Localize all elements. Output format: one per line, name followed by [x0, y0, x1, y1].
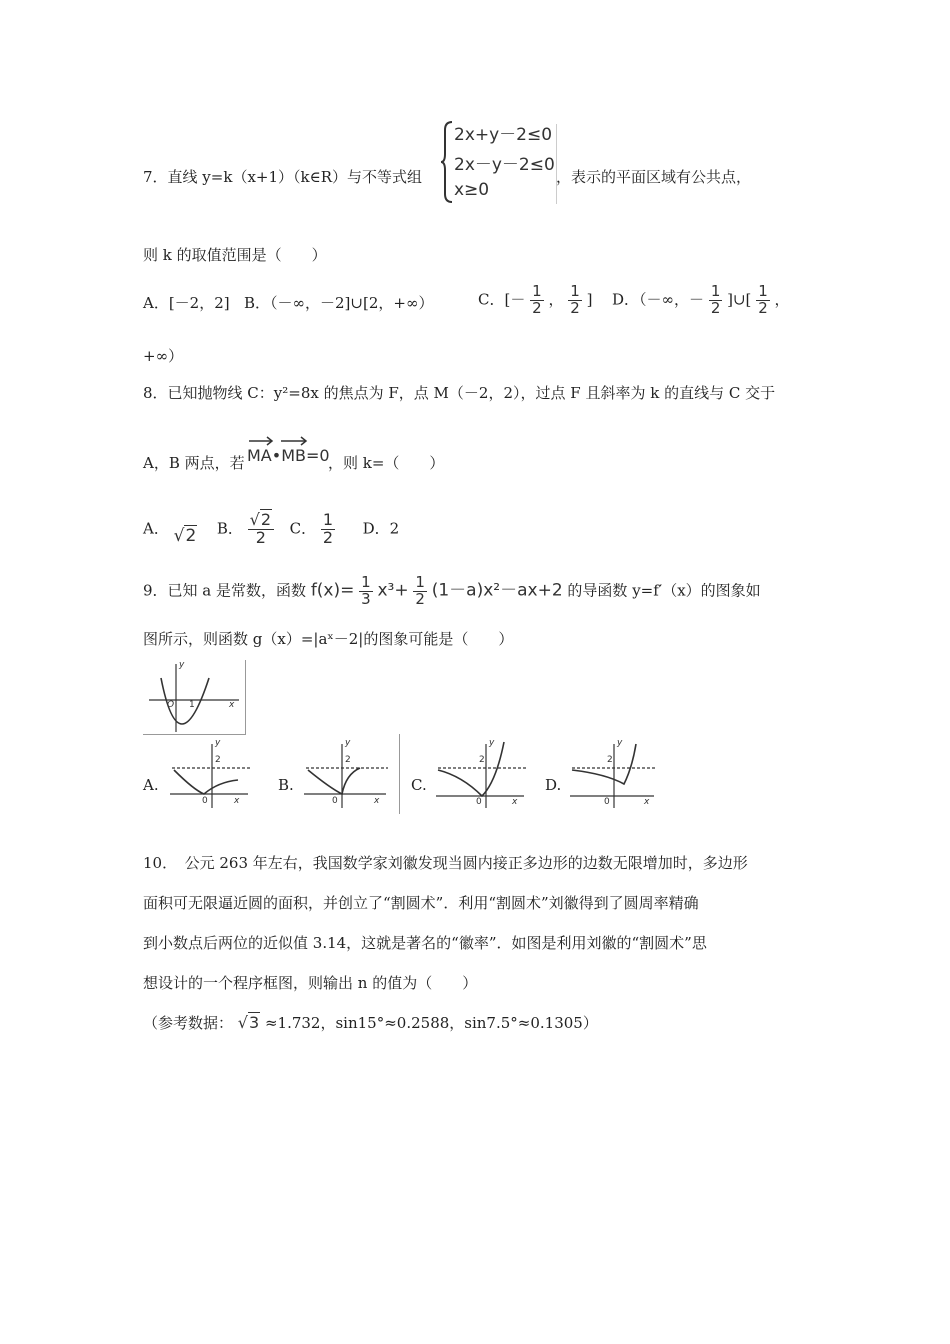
- q10-line1: 10． 公元 263 年左右，我国数学家刘徽发现当圆内接正多边形的边数无限增加时，多边形: [143, 854, 748, 872]
- q7-option-d-frac-1: $\frac{1}{2}$: [710, 282, 721, 317]
- q8-option-a-sqrt: √2: [173, 526, 197, 547]
- q7-option-c-prefix: C．[－: [478, 290, 526, 309]
- left-brace-icon: [440, 118, 454, 206]
- q9-d-axis-y: y: [617, 738, 623, 748]
- q9-derivative-axis-y: y: [179, 660, 185, 670]
- q9-c-two: 2: [479, 755, 485, 765]
- q7-option-d-comma: ，: [774, 290, 790, 309]
- q9-divider: [399, 734, 400, 814]
- q9-b-axis-y: y: [345, 738, 351, 748]
- q9-func-rest: (1－a)x²－ax+2: [431, 580, 563, 601]
- q9-option-c-label: C.: [411, 776, 427, 794]
- q9-b-two: 2: [345, 755, 351, 765]
- q7-inequality-system: [440, 118, 558, 206]
- q10-line3: 到小数点后两位的近似值 3.14，这就是著名的“徽率”．如图是利用刘徽的“割圆术”思: [143, 934, 707, 952]
- q9-derivative-one: 1: [189, 700, 195, 710]
- q8-line2-prefix: A，B 两点，若: [143, 454, 245, 472]
- q9-option-a-label: A.: [143, 776, 159, 794]
- q7-ineq-2: 2x－y－2≤0: [454, 155, 555, 175]
- q7-ineq-3: x≥0: [454, 180, 490, 200]
- q7-option-c: [478, 284, 592, 317]
- q9-line1-prefix: 9．已知 a 是常数，函数: [143, 581, 307, 600]
- q9-b-zero: 0: [332, 796, 338, 806]
- q8-option-d: D．2: [362, 519, 400, 538]
- q9-option-d-label: D.: [545, 776, 562, 794]
- q10-sqrt3: √3: [237, 1013, 260, 1032]
- q8-option-b: B．: [216, 519, 243, 538]
- q9-option-d-graph: [566, 738, 658, 810]
- q10-ref-prefix: （参考数据：: [143, 1014, 234, 1032]
- q9-a-two: 2: [215, 755, 221, 765]
- q7-option-c-close: ]: [586, 290, 593, 309]
- derivative-parabola-icon: [143, 660, 245, 734]
- q9-derivative-origin: O: [167, 700, 175, 710]
- q9-a-axis-x: x: [234, 796, 240, 806]
- q7-option-d-frac-2: $\frac{1}{2}$: [758, 282, 768, 317]
- q8-option-b-frac: $\frac{√2}{2}$: [248, 512, 274, 547]
- q7-option-d: [612, 284, 790, 317]
- q7-option-a: A．[－2，2]: [143, 294, 230, 312]
- q10-line4: 想设计的一个程序框图，则输出 n 的值为（ ）: [143, 974, 478, 992]
- q7-option-d-prefix: D．（－∞，－: [612, 290, 705, 309]
- q9-frac-half: $\frac{1}{2}$: [415, 573, 425, 608]
- q7-ineq-1: 2x+y－2≤0: [454, 125, 553, 145]
- q9-c-axis-x: x: [512, 797, 518, 807]
- q9-frac-third: $\frac{1}{3}$: [361, 573, 371, 608]
- q7-option-c-comma: ，: [548, 290, 564, 309]
- q10-line2: 面积可无限逼近圆的面积，并创立了“割圆术”．利用“割圆术”刘徽得到了圆周率精确: [143, 894, 699, 912]
- q7-line-tail: +∞）: [143, 347, 184, 365]
- q9-func-name: f(x)=: [310, 580, 355, 601]
- q9-d-axis-x: x: [644, 797, 650, 807]
- q9-line1: [143, 575, 761, 608]
- q9-option-a-graph: [166, 738, 252, 810]
- q9-a-axis-y: y: [215, 738, 221, 748]
- q8-line1: 8．已知抛物线 C：y²=8x 的焦点为 F，点 M（－2，2），过点 F 且斜率为 k 的直线与 C 交于: [143, 384, 776, 402]
- q7-option-c-frac-2: $\frac{1}{2}$: [570, 282, 580, 317]
- q7-option-d-union: ]∪[: [727, 290, 752, 309]
- q9-line2: 图所示，则函数 g（x）=|aˣ－2|的图象可能是（ ）: [143, 630, 514, 648]
- q7-line1-prefix: 7．直线 y=k（x+1）（k∈R）与不等式组: [143, 168, 423, 186]
- q9-derivative-graph: [143, 660, 246, 735]
- q8-option-c: C．: [289, 519, 317, 538]
- q9-c-zero: 0: [476, 797, 482, 807]
- q9-d-two: 2: [607, 755, 613, 765]
- q9-b-axis-x: x: [374, 796, 380, 806]
- q7-line2: 则 k 的取值范围是（ ）: [143, 246, 327, 264]
- q10-ref-suffix: ≈1.732，sin15°≈0.2588，sin7.5°≈0.1305）: [264, 1014, 598, 1032]
- q9-option-b-label: B.: [278, 776, 294, 794]
- q8-option-c-frac: $\frac{1}{2}$: [322, 510, 334, 547]
- q8-line2-suffix: ，则 k=（ ）: [328, 454, 445, 472]
- q9-option-b-graph: [300, 738, 390, 810]
- q8-options: [143, 512, 399, 547]
- q9-option-c-graph: [432, 738, 528, 810]
- q9-d-zero: 0: [604, 797, 610, 807]
- q9-line1-suffix: 的导函数 y=f′（x）的图象如: [567, 581, 761, 600]
- vector-arrows-icon: [247, 436, 329, 446]
- q9-derivative-axis-x: x: [229, 700, 235, 710]
- q9-x-cubed: x³+: [377, 580, 409, 601]
- q7-image-border: [556, 124, 557, 204]
- q7-option-b: B．（－∞，－2]∪[2，+∞）: [244, 294, 434, 312]
- q10-reference-data: [143, 1012, 598, 1033]
- q9-c-axis-y: y: [489, 738, 495, 748]
- q7-line1-suffix: ，表示的平面区域有公共点，: [556, 168, 752, 186]
- q8-option-a: A．: [143, 519, 169, 538]
- q9-a-zero: 0: [202, 796, 208, 806]
- q8-vector-expression: MA•MB=0: [247, 436, 330, 465]
- q7-option-c-frac-1: $\frac{1}{2}$: [532, 282, 542, 317]
